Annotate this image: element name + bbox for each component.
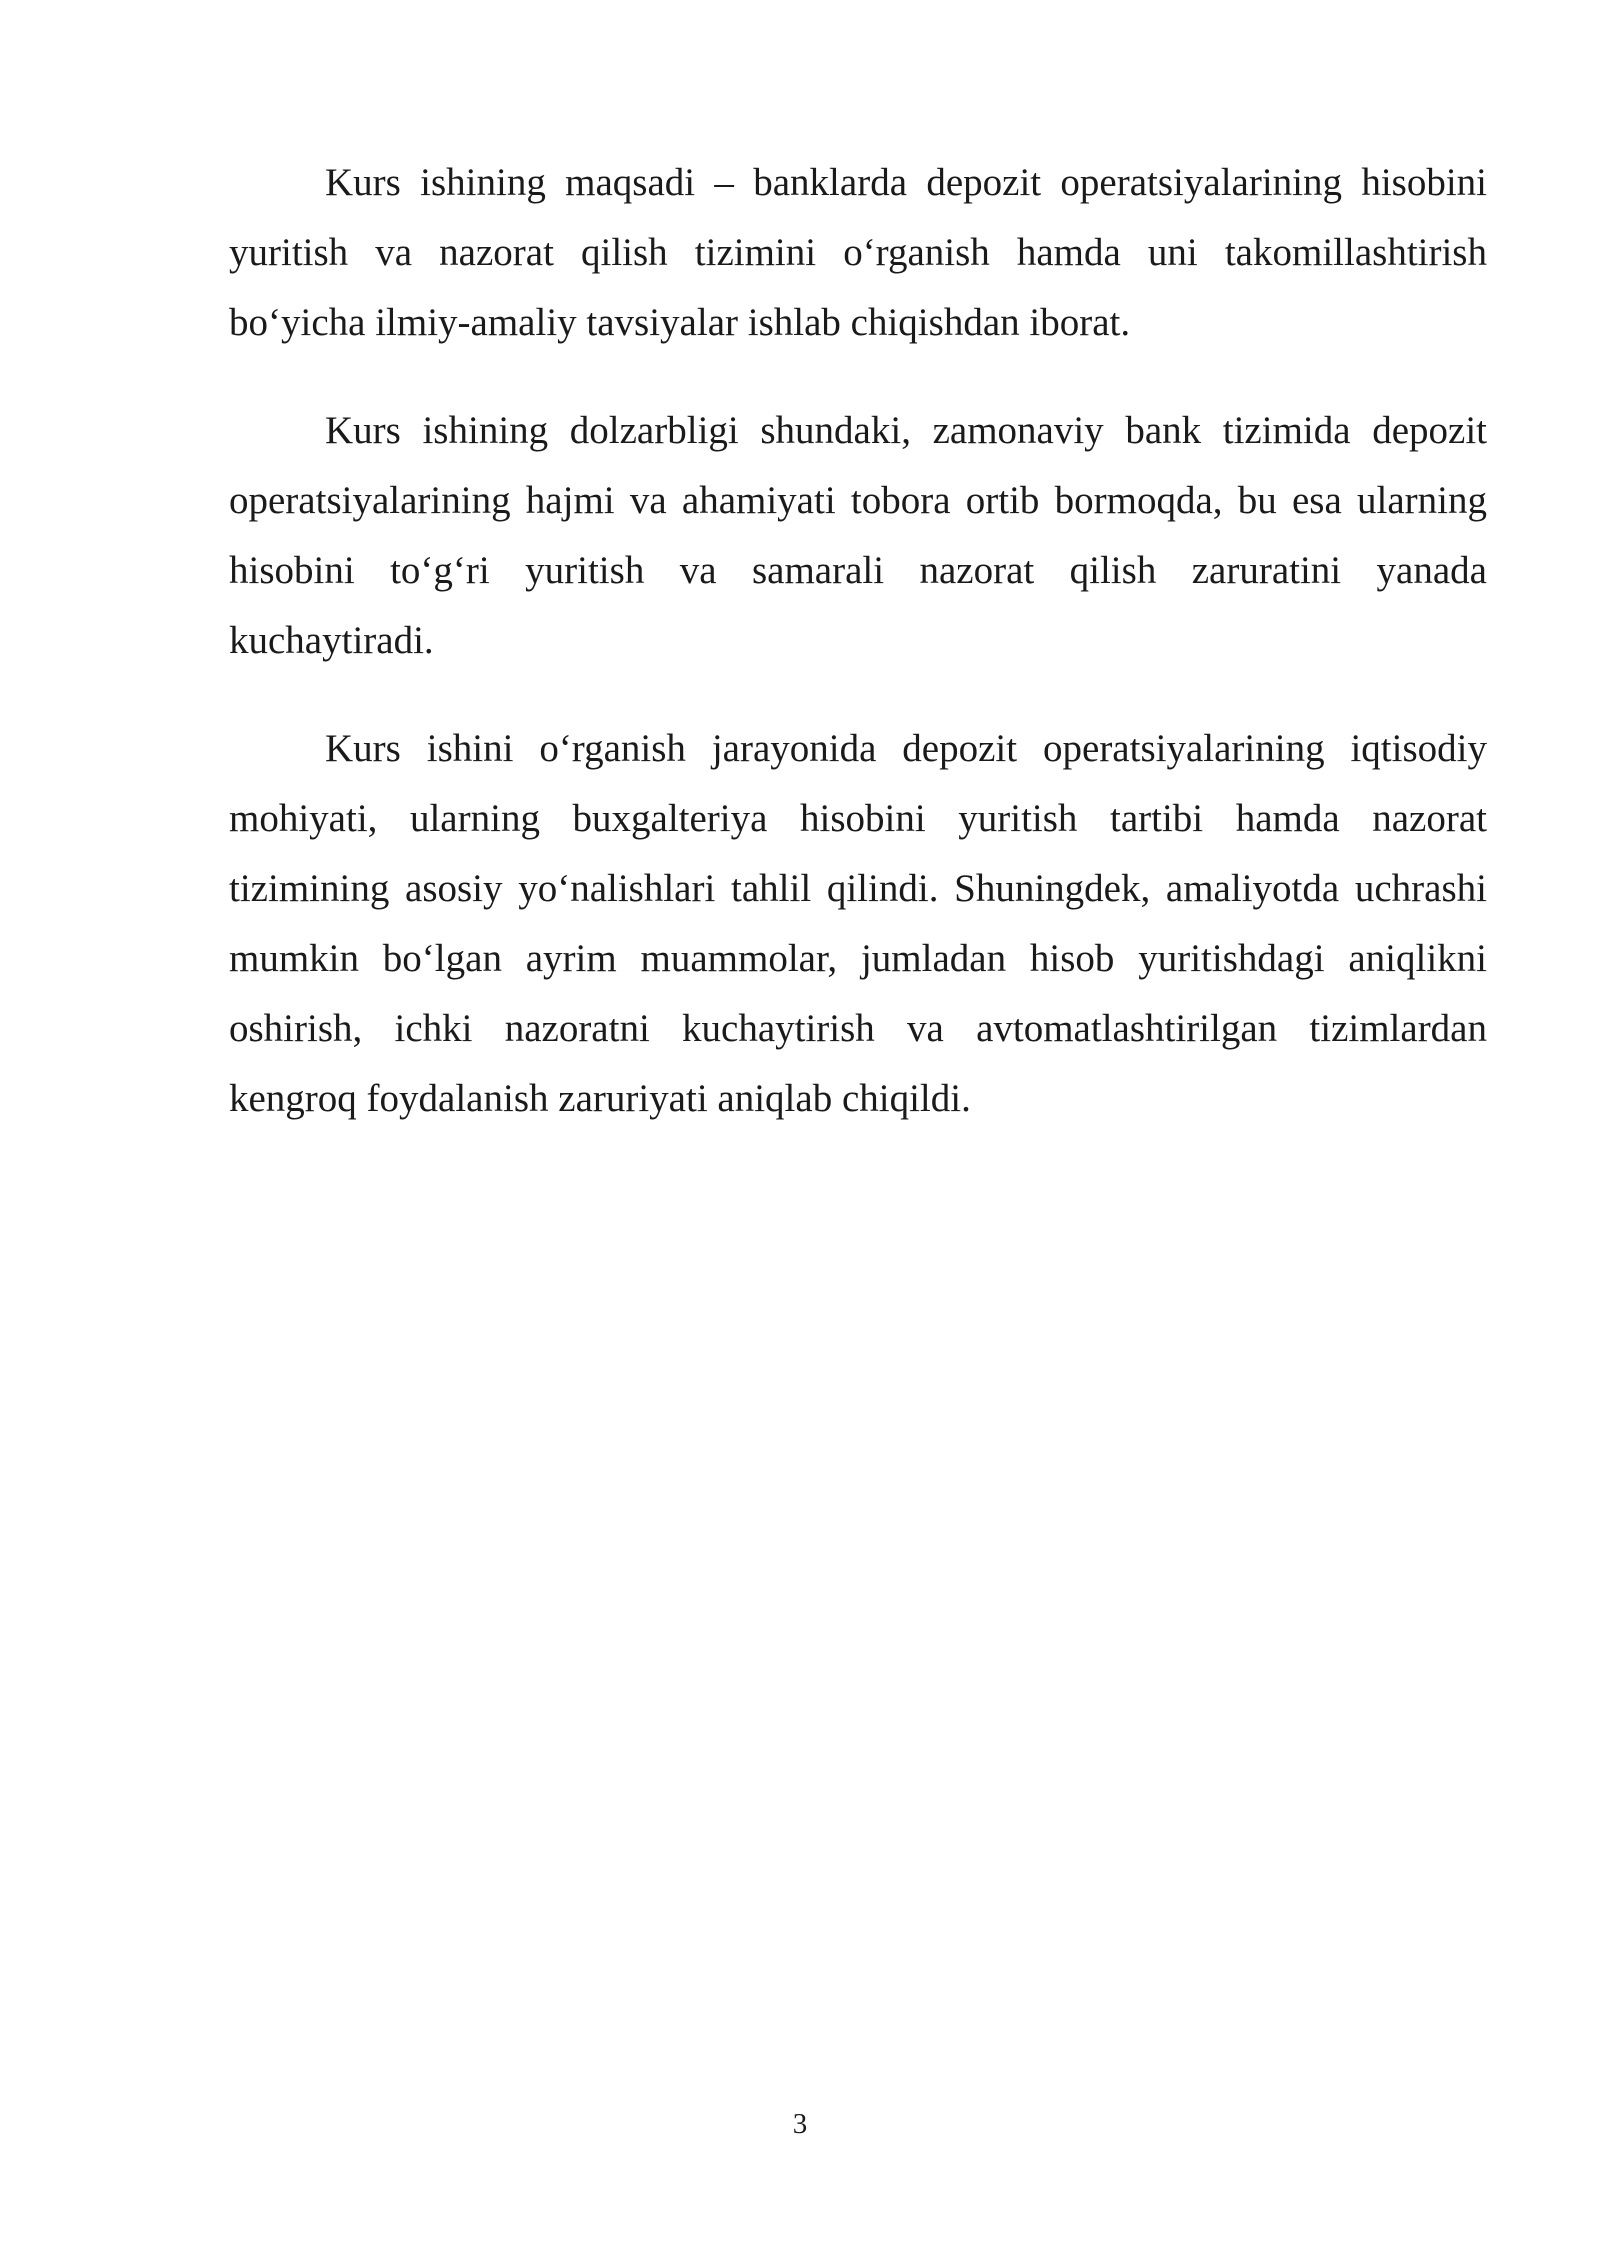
page-number: 3 <box>792 2108 808 2140</box>
body-text <box>229 148 1487 1172</box>
paragraph-relevance: Kurs ishining dolzarbligi shundaki, zamonaviy bank tizimida depozit operatsiyalarining hajmi va ahamiyati tobora ortib bormoqda, bu esa ularning hisobini to‘g‘ri yuritish va samarali nazorat qilish zaruratini yanada kuchaytiradi. <box>229 409 1487 662</box>
paragraph-goal: Kurs ishining maqsadi – banklarda depozit operatsiyalarining hisobini yuritish va nazorat qilish tizimini o‘rganish hamda uni takomillashtirish bo‘yicha ilmiy-amaliy tavsiyalar ishlab chiqishdan iborat. <box>229 161 1487 344</box>
paragraph-findings: Kurs ishini o‘rganish jarayonida depozit operatsiyalarining iqtisodiy mohiyati, ularning buxgalteriya hisobini yuritish tartibi hamda nazorat tizimining asosiy yo‘nalishlari tahlil qilindi. Shuningdek, amaliyotda uchrashi mumkin bo‘lgan ayrim muammolar, jumladan hisob yuritishdagi aniqlikni oshirish, ichki nazoratni kuchaytirish va avtomatlashtirilgan tizimlardan kengroq foydalanish zaruriyati aniqlab chiqildi. <box>229 727 1487 1120</box>
